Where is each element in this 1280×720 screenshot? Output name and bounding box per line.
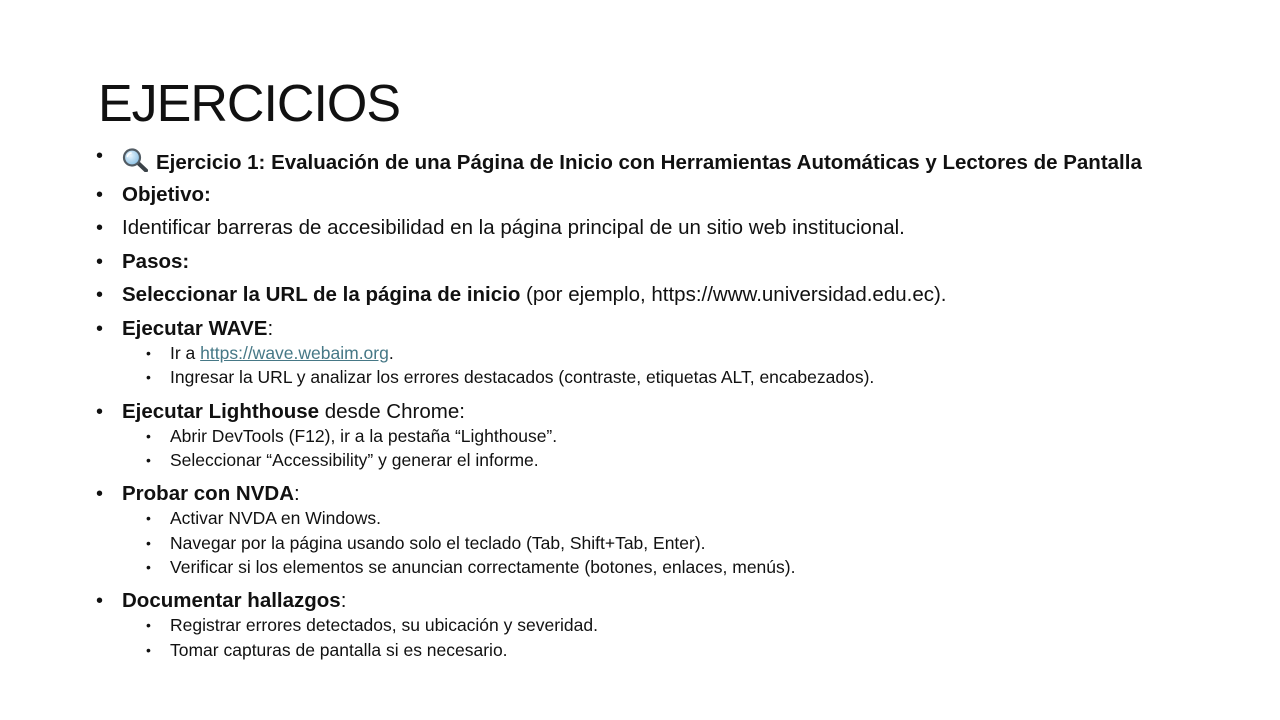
- wave-substep-suffix: .: [388, 342, 394, 363]
- document-substep-register: • Registrar errores detectados, su ubicación y severidad.: [122, 613, 1196, 638]
- steps-item: [96, 250, 1196, 274]
- steps-label: Pasos:: [122, 249, 190, 273]
- nvda-substep-verify: • Verificar si los elementos se anuncian correctamente (botones, enlaces, menús).: [122, 555, 1196, 580]
- step-test-nvda: [96, 482, 1196, 580]
- objective-item: [96, 183, 1196, 207]
- nvda-substep-keyboard: • Navegar por la página usando solo el teclado (Tab, Shift+Tab, Enter).: [122, 531, 1196, 556]
- objective-label: Objetivo:: [122, 182, 211, 206]
- lighthouse-substep-report: • Seleccionar “Accessibility” y generar el informe.: [122, 448, 1196, 473]
- step-test-nvda-text: :: [294, 482, 300, 506]
- magnifier-icon: [122, 148, 148, 172]
- step-run-lighthouse: [96, 400, 1196, 473]
- exercise-heading-item: [96, 146, 1196, 173]
- lighthouse-substep-devtools: • Abrir DevTools (F12), ir a la pestaña “Lighthouse”.: [122, 424, 1196, 449]
- objective-text-item: [96, 216, 1196, 240]
- exercise-list: [96, 146, 1196, 662]
- step-run-lighthouse-bold: Ejecutar Lighthouse: [122, 399, 320, 423]
- step-run-wave-bold: Ejecutar WAVE: [122, 316, 268, 340]
- step-document-findings: [96, 589, 1196, 662]
- step-select-url: [96, 283, 1196, 307]
- step-document-findings-bold: Documentar hallazgos: [122, 589, 341, 613]
- step-run-wave-text: :: [267, 316, 274, 340]
- step-document-findings-text: :: [340, 589, 347, 613]
- nvda-substeps: [96, 506, 1196, 580]
- exercise-heading: Ejercicio 1: Evaluación de una Página de Inicio con Herramientas Automáticas y Lectores de Pantalla: [156, 151, 1142, 174]
- step-test-nvda-bold: Probar con NVDA: [122, 482, 294, 506]
- wave-link[interactable]: https://wave.webaim.org: [200, 342, 389, 363]
- wave-substep-analyze: • Ingresar la URL y analizar los errores destacados (contraste, etiquetas ALT, encabezados).: [122, 365, 1196, 390]
- step-select-url-bold: Seleccionar la URL de la página de inicio: [122, 283, 521, 307]
- slide-title: EJERCICIOS: [98, 75, 401, 133]
- wave-substeps: [96, 341, 1196, 390]
- nvda-substep-activate: • Activar NVDA en Windows.: [122, 506, 1196, 531]
- document-substeps: [96, 613, 1196, 662]
- lighthouse-substeps: [96, 424, 1196, 473]
- slide-content: [96, 146, 1196, 662]
- document-substep-screenshots: • Tomar capturas de pantalla si es necesario.: [122, 638, 1196, 663]
- wave-substep-link: [122, 341, 1196, 366]
- step-select-url-text: (por ejemplo, https://www.universidad.edu.ec).: [520, 283, 947, 307]
- step-run-wave: [96, 317, 1196, 390]
- objective-text: Identificar barreras de accesibilidad en la página principal de un sitio web institucional.: [122, 216, 905, 240]
- wave-substep-prefix: Ir a: [170, 342, 201, 363]
- step-run-lighthouse-text: desde Chrome:: [319, 399, 465, 423]
